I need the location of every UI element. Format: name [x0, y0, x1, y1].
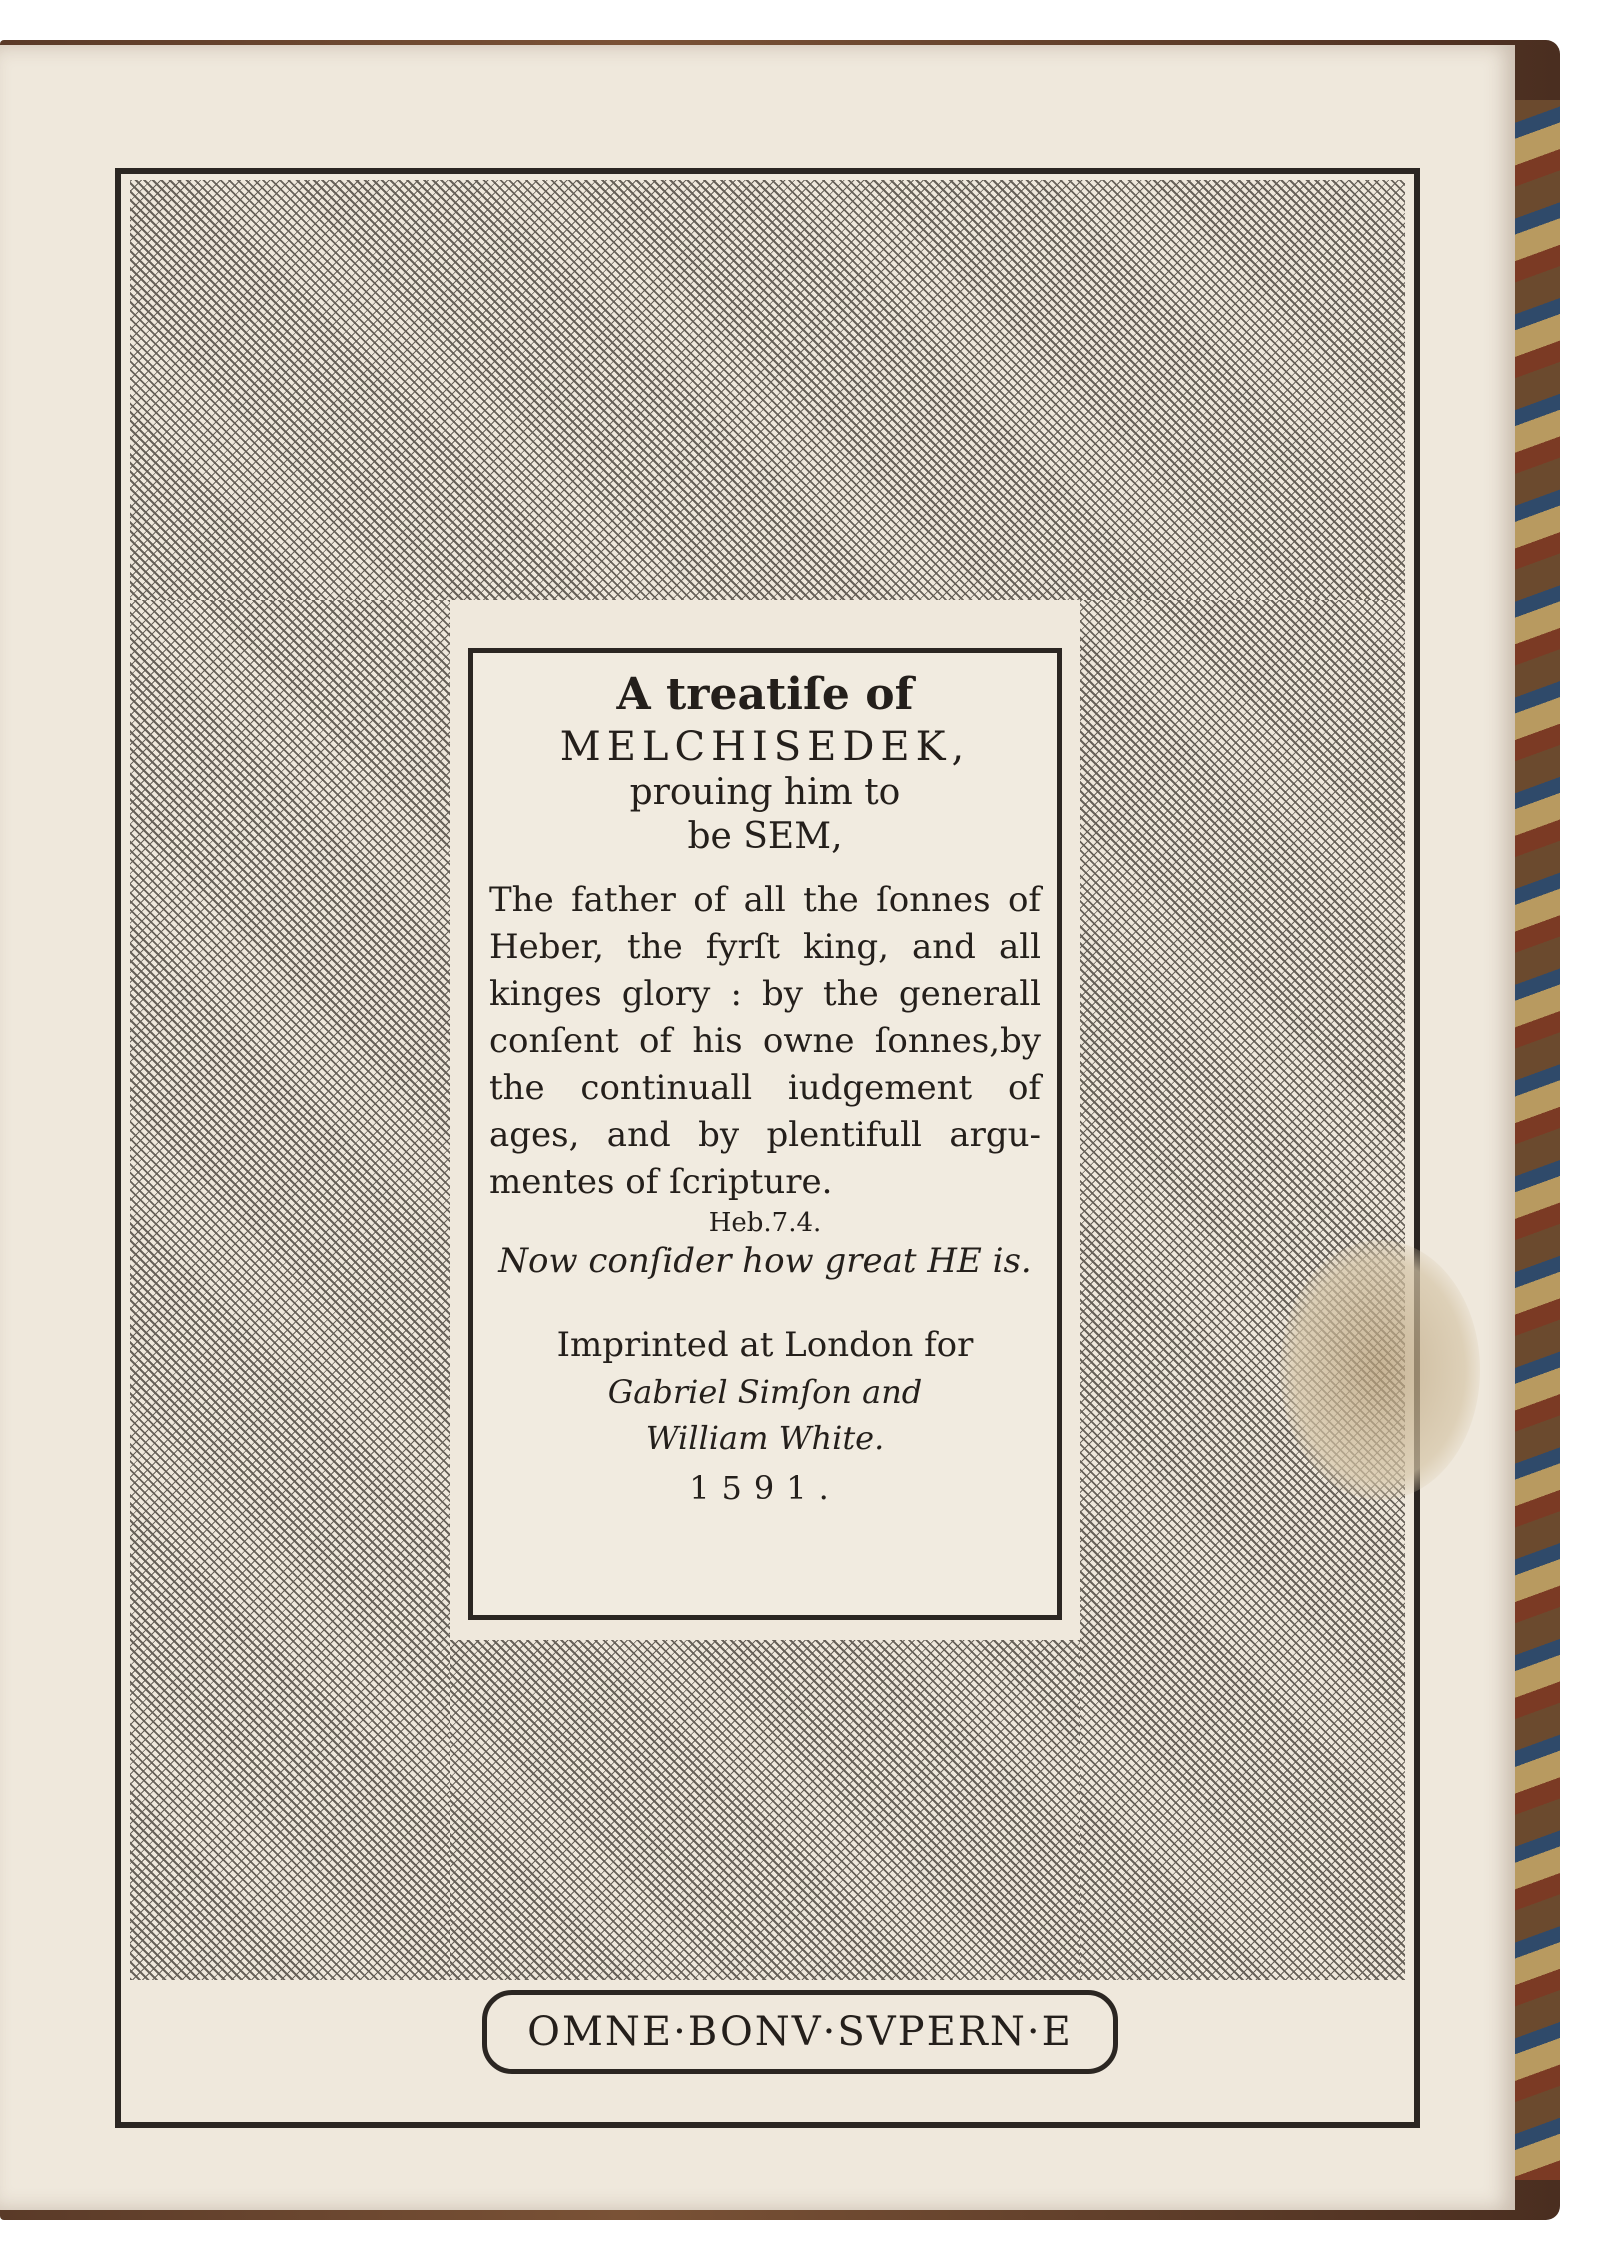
body-line: kinges glory : by the generall	[489, 974, 1041, 1014]
tree-ornament	[450, 1640, 1080, 1980]
title-line-2: MELCHISEDEK,	[559, 724, 971, 770]
scripture-quote: Now conſider how great HE is.	[498, 1241, 1032, 1281]
top-ornament	[130, 180, 1405, 600]
water-stain	[1280, 1240, 1480, 1500]
title-line-1: A treatiſe of	[616, 669, 914, 720]
title-line-3: prouing him to	[629, 772, 901, 813]
publisher-line-2: William White.	[645, 1419, 885, 1457]
subtitle-paragraph	[473, 877, 1057, 1206]
body-line: ages, and by plentifull argu-	[489, 1115, 1041, 1155]
motto-cartouche: OMNE·BONV·SVPERN·E	[482, 1990, 1118, 2074]
scripture-reference: Heb.7.4.	[708, 1208, 822, 1238]
year: 1591.	[689, 1469, 841, 1507]
body-line: Heber, the fyrſt king, and all	[489, 927, 1041, 967]
body-line: mentes of ſcripture.	[489, 1162, 833, 1202]
left-ornament	[130, 600, 450, 1980]
body-line: the continuall iudgement of	[489, 1068, 1041, 1108]
title-text-box	[468, 648, 1062, 1620]
title-line-4: be SEM,	[687, 816, 843, 857]
publisher-line-1: Gabriel Simſon and	[607, 1373, 923, 1411]
body-line: The father of all the ſonnes of	[489, 880, 1041, 920]
body-line: conſent of his owne ſonnes,by	[489, 1021, 1041, 1061]
imprint-line: Imprinted at London for	[556, 1325, 974, 1365]
